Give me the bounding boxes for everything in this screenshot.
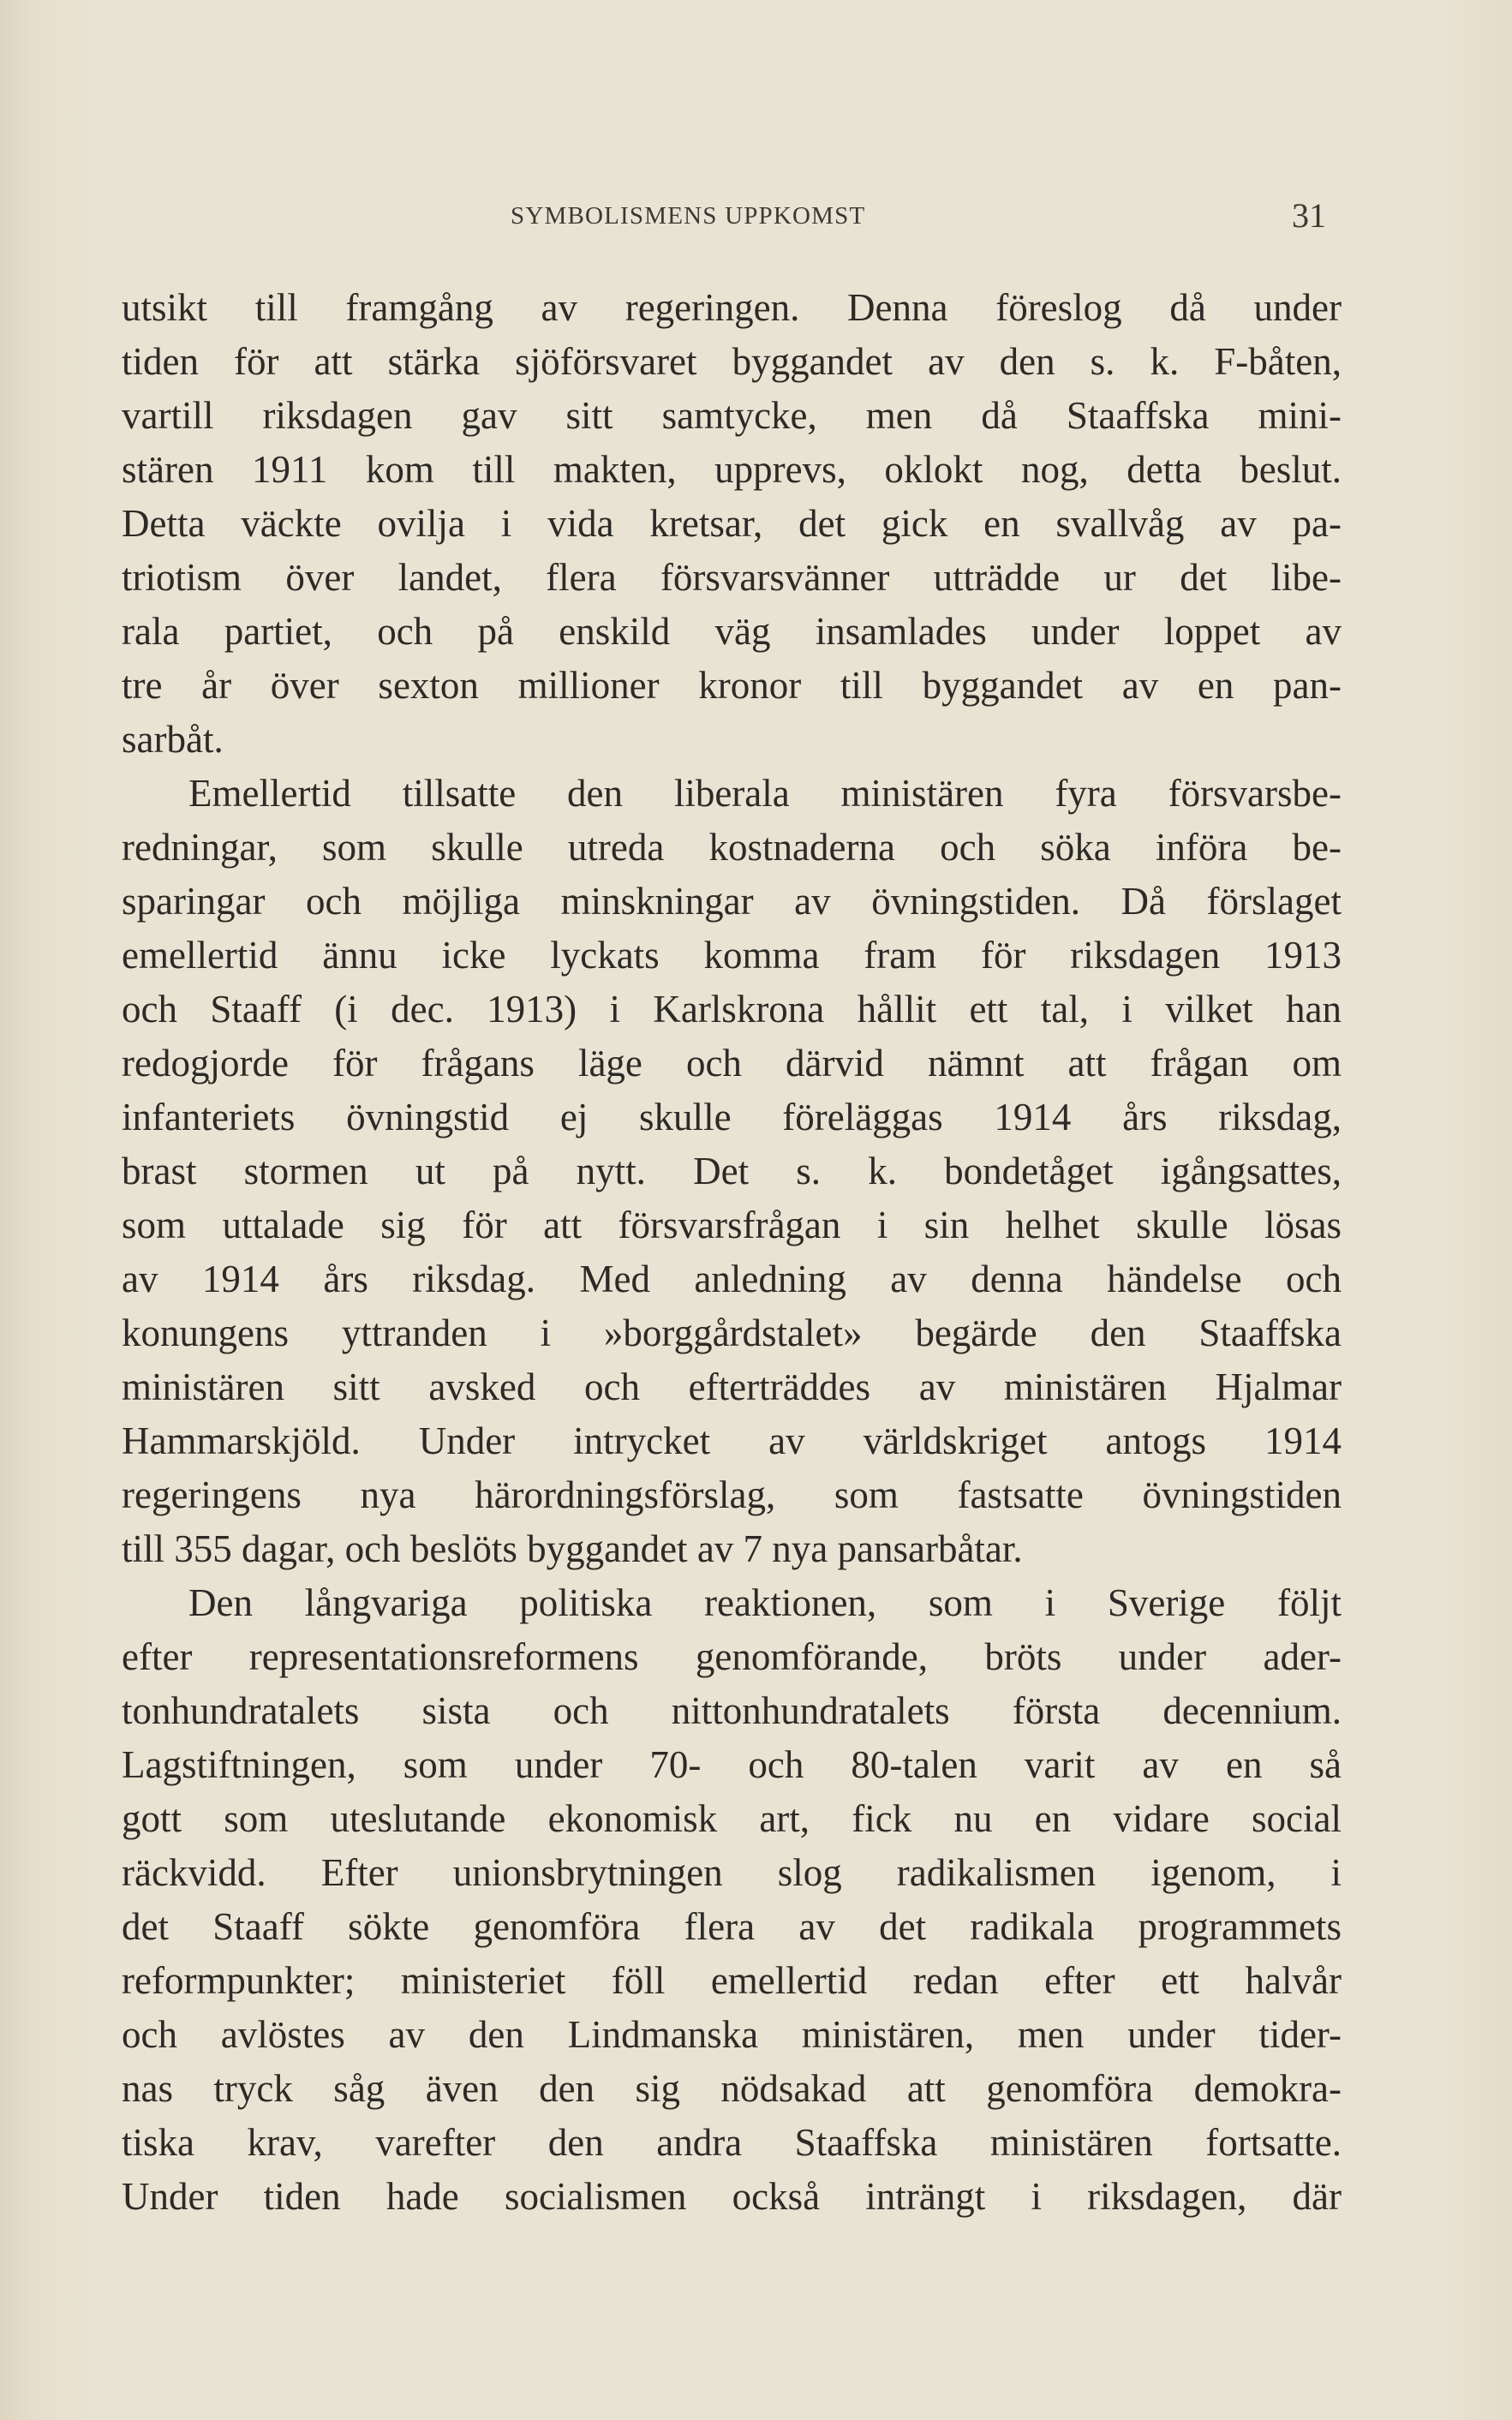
running-head — [0, 196, 1512, 236]
text-line: vartill riksdagen gav sitt samtycke, men då Staaffska mini- — [122, 394, 1342, 437]
text-line: Detta väckte ovilja i vida kretsar, det gick en svallvåg av pa- — [122, 502, 1342, 545]
text-line: brast stormen ut på nytt. Det s. k. bondetåget igångsattes, — [122, 1150, 1342, 1192]
text-line: konungens yttranden i »borggårdstalet» begärde den Staaffska — [122, 1312, 1342, 1354]
text-line: redogjorde för frågans läge och därvid nämnt att frågan om — [122, 1042, 1342, 1085]
text-line: nas tryck såg även den sig nödsakad att genomföra demokra- — [122, 2067, 1342, 2110]
text-line: infanteriets övningstid ej skulle föreläggas 1914 års riksdag, — [122, 1096, 1342, 1138]
text-line: reformpunkter; ministeriet föll emellertid redan efter ett halvår — [122, 1959, 1342, 2002]
text-line: sparingar och möjliga minskningar av övningstiden. Då förslaget — [122, 880, 1342, 923]
text-line: och avlöstes av den Lindmanska ministären, men under tider- — [122, 2013, 1342, 2056]
text-line: ministären sitt avsked och efterträddes av ministären Hjalmar — [122, 1365, 1342, 1408]
text-line: Den långvariga politiska reaktionen, som i Sverige följt — [188, 1581, 1342, 1624]
text-line: sarbåt. — [122, 718, 224, 761]
body-text — [122, 281, 1342, 2224]
text-line: och Staaff (i dec. 1913) i Karlskrona hållit ett tal, i vilket han — [122, 988, 1342, 1031]
text-line: av 1914 års riksdag. Med anledning av denna händelse och — [122, 1258, 1342, 1300]
text-line: tre år över sexton millioner kronor till byggandet av en pan- — [122, 664, 1342, 707]
text-line: tiden för att stärka sjöförsvaret byggandet av den s. k. F-båten, — [122, 340, 1342, 383]
text-line: triotism över landet, flera försvarsvänner utträdde ur det libe- — [122, 556, 1342, 599]
text-line: regeringens nya härordningsförslag, som fastsatte övningstiden — [122, 1473, 1342, 1516]
text-line: tonhundratalets sista och nittonhundratalets första decennium. — [122, 1689, 1342, 1732]
text-line: utsikt till framgång av regeringen. Denna föreslog då under — [122, 286, 1342, 329]
text-line: som uttalade sig för att försvarsfrågan i sin helhet skulle lösas — [122, 1204, 1342, 1246]
text-line: emellertid ännu icke lyckats komma fram för riksdagen 1913 — [122, 934, 1342, 977]
text-line: Under tiden hade socialismen också inträngt i riksdagen, där — [122, 2175, 1342, 2218]
text-line: rala partiet, och på enskild väg insamlades under loppet av — [122, 610, 1342, 653]
text-line: redningar, som skulle utreda kostnaderna och söka införa be- — [122, 826, 1342, 869]
text-line: tiska krav, varefter den andra Staaffska ministären fortsatte. — [122, 2121, 1342, 2164]
text-line: till 355 dagar, och beslöts byggandet av 7 nya pansarbåtar. — [122, 1527, 1023, 1570]
text-line: Emellertid tillsatte den liberala ministären fyra försvarsbe- — [188, 772, 1342, 815]
text-line: efter representationsreformens genomförande, bröts under ader- — [122, 1635, 1342, 1678]
text-line: stären 1911 kom till makten, upprevs, oklokt nog, detta beslut. — [122, 448, 1342, 491]
text-line: Lagstiftningen, som under 70- och 80-talen varit av en så — [122, 1743, 1342, 1786]
text-line: Hammarskjöld. Under intrycket av världskriget antogs 1914 — [122, 1419, 1342, 1462]
text-line: räckvidd. Efter unionsbrytningen slog radikalismen igenom, i — [122, 1851, 1342, 1894]
text-line: gott som uteslutande ekonomisk art, fick nu en vidare social — [122, 1797, 1342, 1840]
text-line: det Staaff sökte genomföra flera av det radikala programmets — [122, 1905, 1342, 1948]
running-title: SYMBOLISMENS UPPKOMST — [511, 202, 866, 230]
page-number: 31 — [1292, 196, 1326, 235]
